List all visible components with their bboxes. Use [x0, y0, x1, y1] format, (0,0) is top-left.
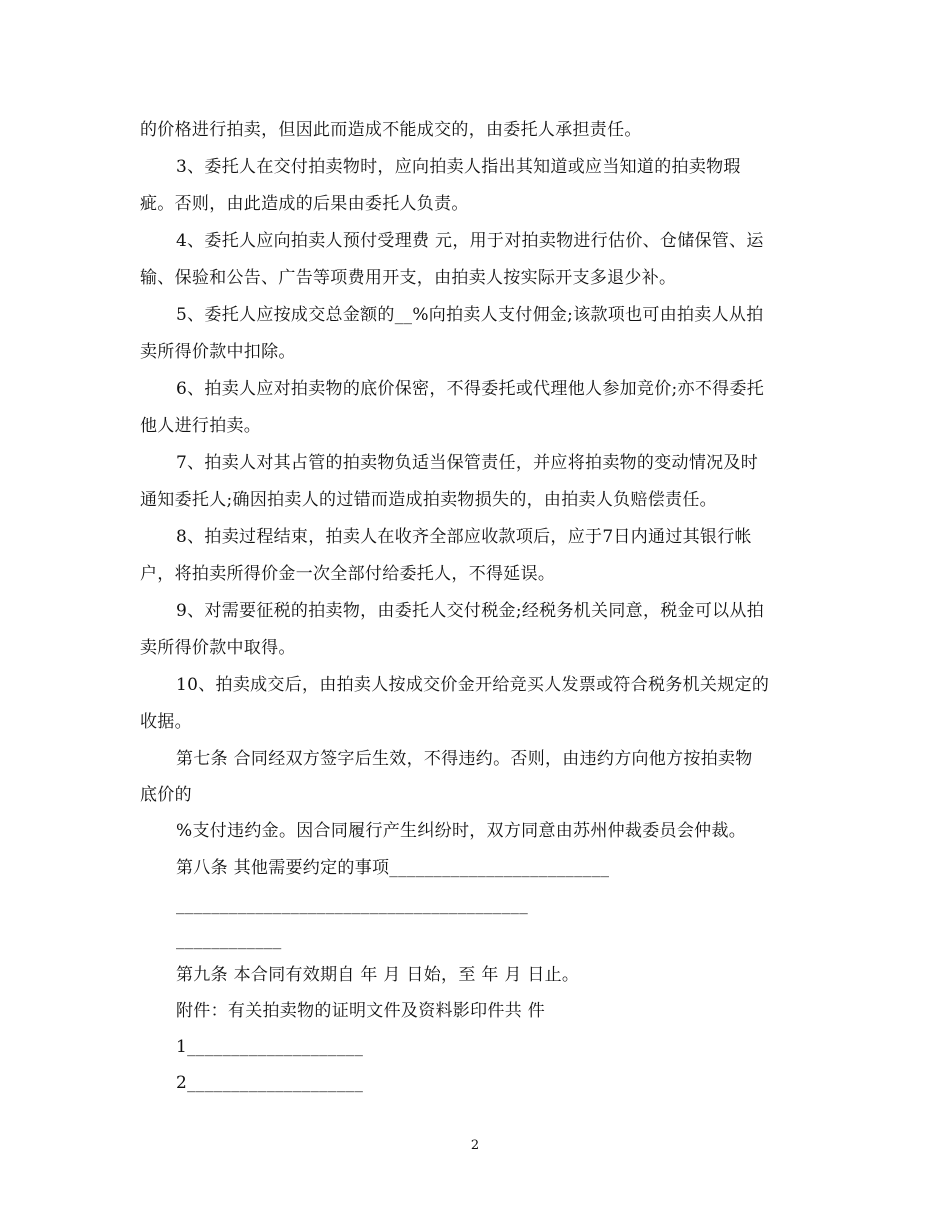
text-line: 9、对需要征税的拍卖物，由委托人交付税金;经税务机关同意，税金可以从拍 [176, 601, 765, 621]
text-line: 7、拍卖人对其占管的拍卖物负适当保管责任，并应将拍卖物的变动情况及时 [176, 453, 759, 473]
blank-fill-line: ________________________________________ [176, 895, 528, 915]
article-9-line: 第九条 本合同有效期自 年 月 日始，至 年 月 日止。 [176, 965, 580, 985]
article-7-line: 第七条 合同经双方签字后生效，不得违约。否则，由违约方向他方按拍卖物 [176, 749, 753, 769]
text-line: 的价格进行拍卖，但因此而造成不能成交的，由委托人承担责任。 [140, 120, 642, 140]
text-line: 4、委托人应向拍卖人预付受理费 元，用于对拍卖物进行估价、仓储保管、运 [176, 231, 764, 251]
attachment-item-2: 2____________________ [176, 1073, 364, 1093]
text-line: 3、委托人在交付拍卖物时，应向拍卖人指出其知道或应当知道的拍卖物瑕 [176, 157, 741, 177]
text-line: 底价的 [140, 785, 192, 805]
text-line: 通知委托人;确因拍卖人的过错而造成拍卖物损失的，由拍卖人负赔偿责任。 [140, 490, 717, 510]
text-line: 8、拍卖过程结束，拍卖人在收齐全部应收款项后，应于7日内通过其银行帐 [176, 527, 752, 547]
text-line: 户，将拍卖所得价金一次全部付给委托人，不得延误。 [140, 564, 556, 584]
text-line: 6、拍卖人应对拍卖物的底价保密，不得委托或代理他人参加竞价;亦不得委托 [176, 379, 765, 399]
text-line: 卖所得价款中扣除。 [140, 342, 296, 362]
text-line: 卖所得价款中取得。 [140, 638, 296, 658]
text-line: 他人进行拍卖。 [140, 416, 262, 436]
article-8-line: 第八条 其他需要约定的事项_________________________ [176, 858, 610, 878]
page-number: 2 [470, 1138, 480, 1153]
text-line: 输、保验和公告、广告等项费用开支，由拍卖人按实际开支多退少补。 [140, 268, 677, 288]
text-line: 收据。 [140, 712, 192, 732]
text-line: 疵。否则，由此造成的后果由委托人负责。 [140, 194, 469, 214]
text-line: %支付违约金。因合同履行产生纠纷时，双方同意由苏州仲裁委员会仲裁。 [176, 821, 747, 841]
attachment-item-1: 1____________________ [176, 1037, 364, 1057]
text-line: 10、拍卖成交后，由拍卖人按成交价金开给竞买人发票或符合税务机关规定的 [176, 675, 770, 695]
text-line: 5、委托人应按成交总金额的__%向拍卖人支付佣金;该款项也可由拍卖人从拍 [176, 305, 764, 325]
attachment-line: 附件：有关拍卖物的证明文件及资料影印件共 件 [176, 1001, 546, 1021]
blank-fill-line: ____________ [176, 930, 282, 950]
